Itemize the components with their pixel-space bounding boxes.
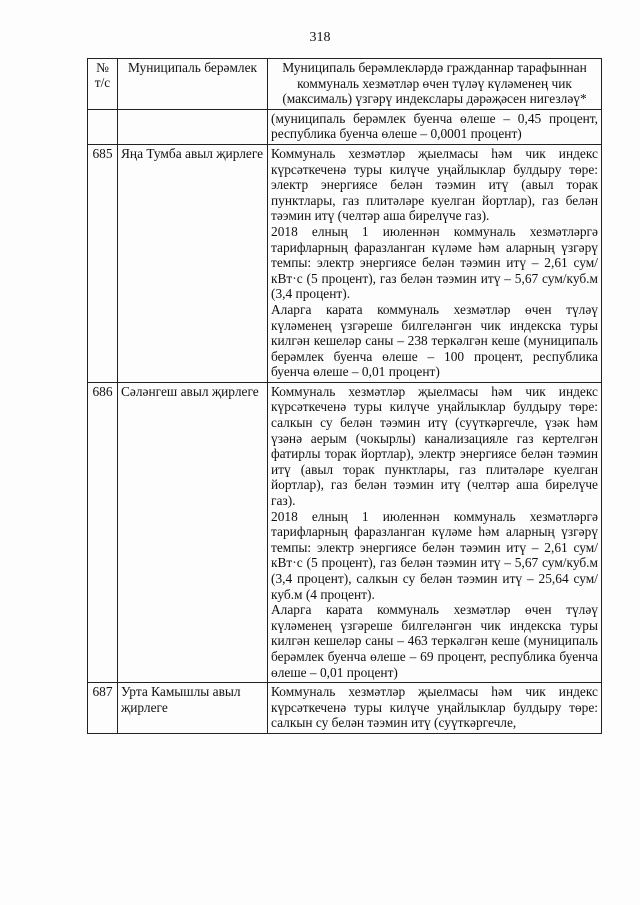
description-paragraph: 2018 елның 1 июленнән коммуналь хезмәтләргә тарифларның фаразланган күләме һәм аларның үзгәрү темпы: электр энергиясе белән тәэмин итү – 2,61 сум/кВт·с (5 процент), газ белән тәэмин итү – 5,67 сум/куб.м (3,4 процент), салкын су белән тәэмин итү – 25,64 сум/куб.м (4 процент). (271, 508, 598, 602)
tariff-table (87, 58, 602, 734)
row-municipality: Яңа Тумба авыл җирлеге (118, 144, 268, 382)
description-paragraph: Коммуналь хезмәтләр җыелмасы һәм чик индекс күрсәткеченә туры килүче уңайлыклар булдыру төре: салкын су белән тәэмин итү (суүткәргечле, үзәк һәм үзәнә аерым (чокырлы) канализацияле газ кертелгән фатирлы торак йортлар), электр энергиясе белән тәэмин итү (авыл торак пунктлары, газ плитәләре куелган йортлар), газ белән тәэмин итү (челтәр аша бирелүче газ). (271, 383, 598, 509)
description-paragraph: Коммуналь хезмәтләр җыелмасы һәм чик индекс күрсәткеченә туры килүче уңайлыклар булдыру төре: электр энергиясе белән тәэмин итү (авыл торак пунктлары, газ плитәләре куелган йортлар), газ белән тәэмин итү (челтәр аша бирелүче газ). (271, 145, 598, 224)
row-number: 687 (88, 683, 118, 734)
table-row (88, 109, 602, 144)
description-paragraph: 2018 елның 1 июленнән коммуналь хезмәтләргә тарифларның фаразланган күләме һәм аларның үзгәрү темпы: электр энергиясе белән тәэмин итү – 2,61 сум/кВт·с (5 процент), газ белән тәэмин итү – 5,67 сум/куб.м (3,4 процент). (271, 223, 598, 302)
description-paragraph: (муниципаль берәмлек буенча өлеше – 0,45 процент, республика буенча өлеше – 0,0001 процент) (271, 110, 598, 142)
table-row (88, 382, 602, 682)
table-header-row (88, 59, 602, 110)
row-number: 686 (88, 382, 118, 682)
table-row (88, 144, 602, 382)
row-municipality: Урта Камышлы авыл җирлеге (118, 683, 268, 734)
row-number (88, 109, 118, 144)
description-paragraph: Аларга карата коммуналь хезмәтләр өчен түләү күләменең үзгәреше билгеләнгән чик индекска туры килгән кешеләр саны – 238 теркәлгән кеше (муниципаль берәмлек буенча өлеше – 100 процент, республика буенча өлеше – 0,01 процент) (271, 301, 598, 380)
row-municipality: Сәләнгеш авыл җирлеге (118, 382, 268, 682)
row-municipality (118, 109, 268, 144)
row-description (268, 382, 602, 682)
description-paragraph: Коммуналь хезмәтләр җыелмасы һәм чик индекс күрсәткеченә туры килүче уңайлыклар булдыру төре: салкын су белән тәэмин итү (суүткәргечле, (271, 684, 598, 731)
row-description (268, 109, 602, 144)
header-number: № т/с (88, 59, 118, 110)
row-description (268, 683, 602, 734)
page-number: 318 (309, 30, 331, 45)
table-row (88, 683, 602, 734)
row-description (268, 144, 602, 382)
description-paragraph: Аларга карата коммуналь хезмәтләр өчен түләү күләменең үзгәреше билгеләнгән чик индекска туры килгән кешеләр саны – 463 теркәлгән кеше (муниципаль берәмлек буенча өлеше – 69 процент, республика буенча өлеше – 0,01 процент) (271, 602, 598, 680)
header-municipality: Муниципаль берәмлек (118, 59, 268, 110)
row-number: 685 (88, 144, 118, 382)
header-description: Муниципаль берәмлекләрдә гражданнар тарафыннан коммуналь хезмәтләр өчен түләү күләменең чик (максималь) үзгәрү индекслары дәрәҗәсен нигезләү* (268, 59, 602, 110)
